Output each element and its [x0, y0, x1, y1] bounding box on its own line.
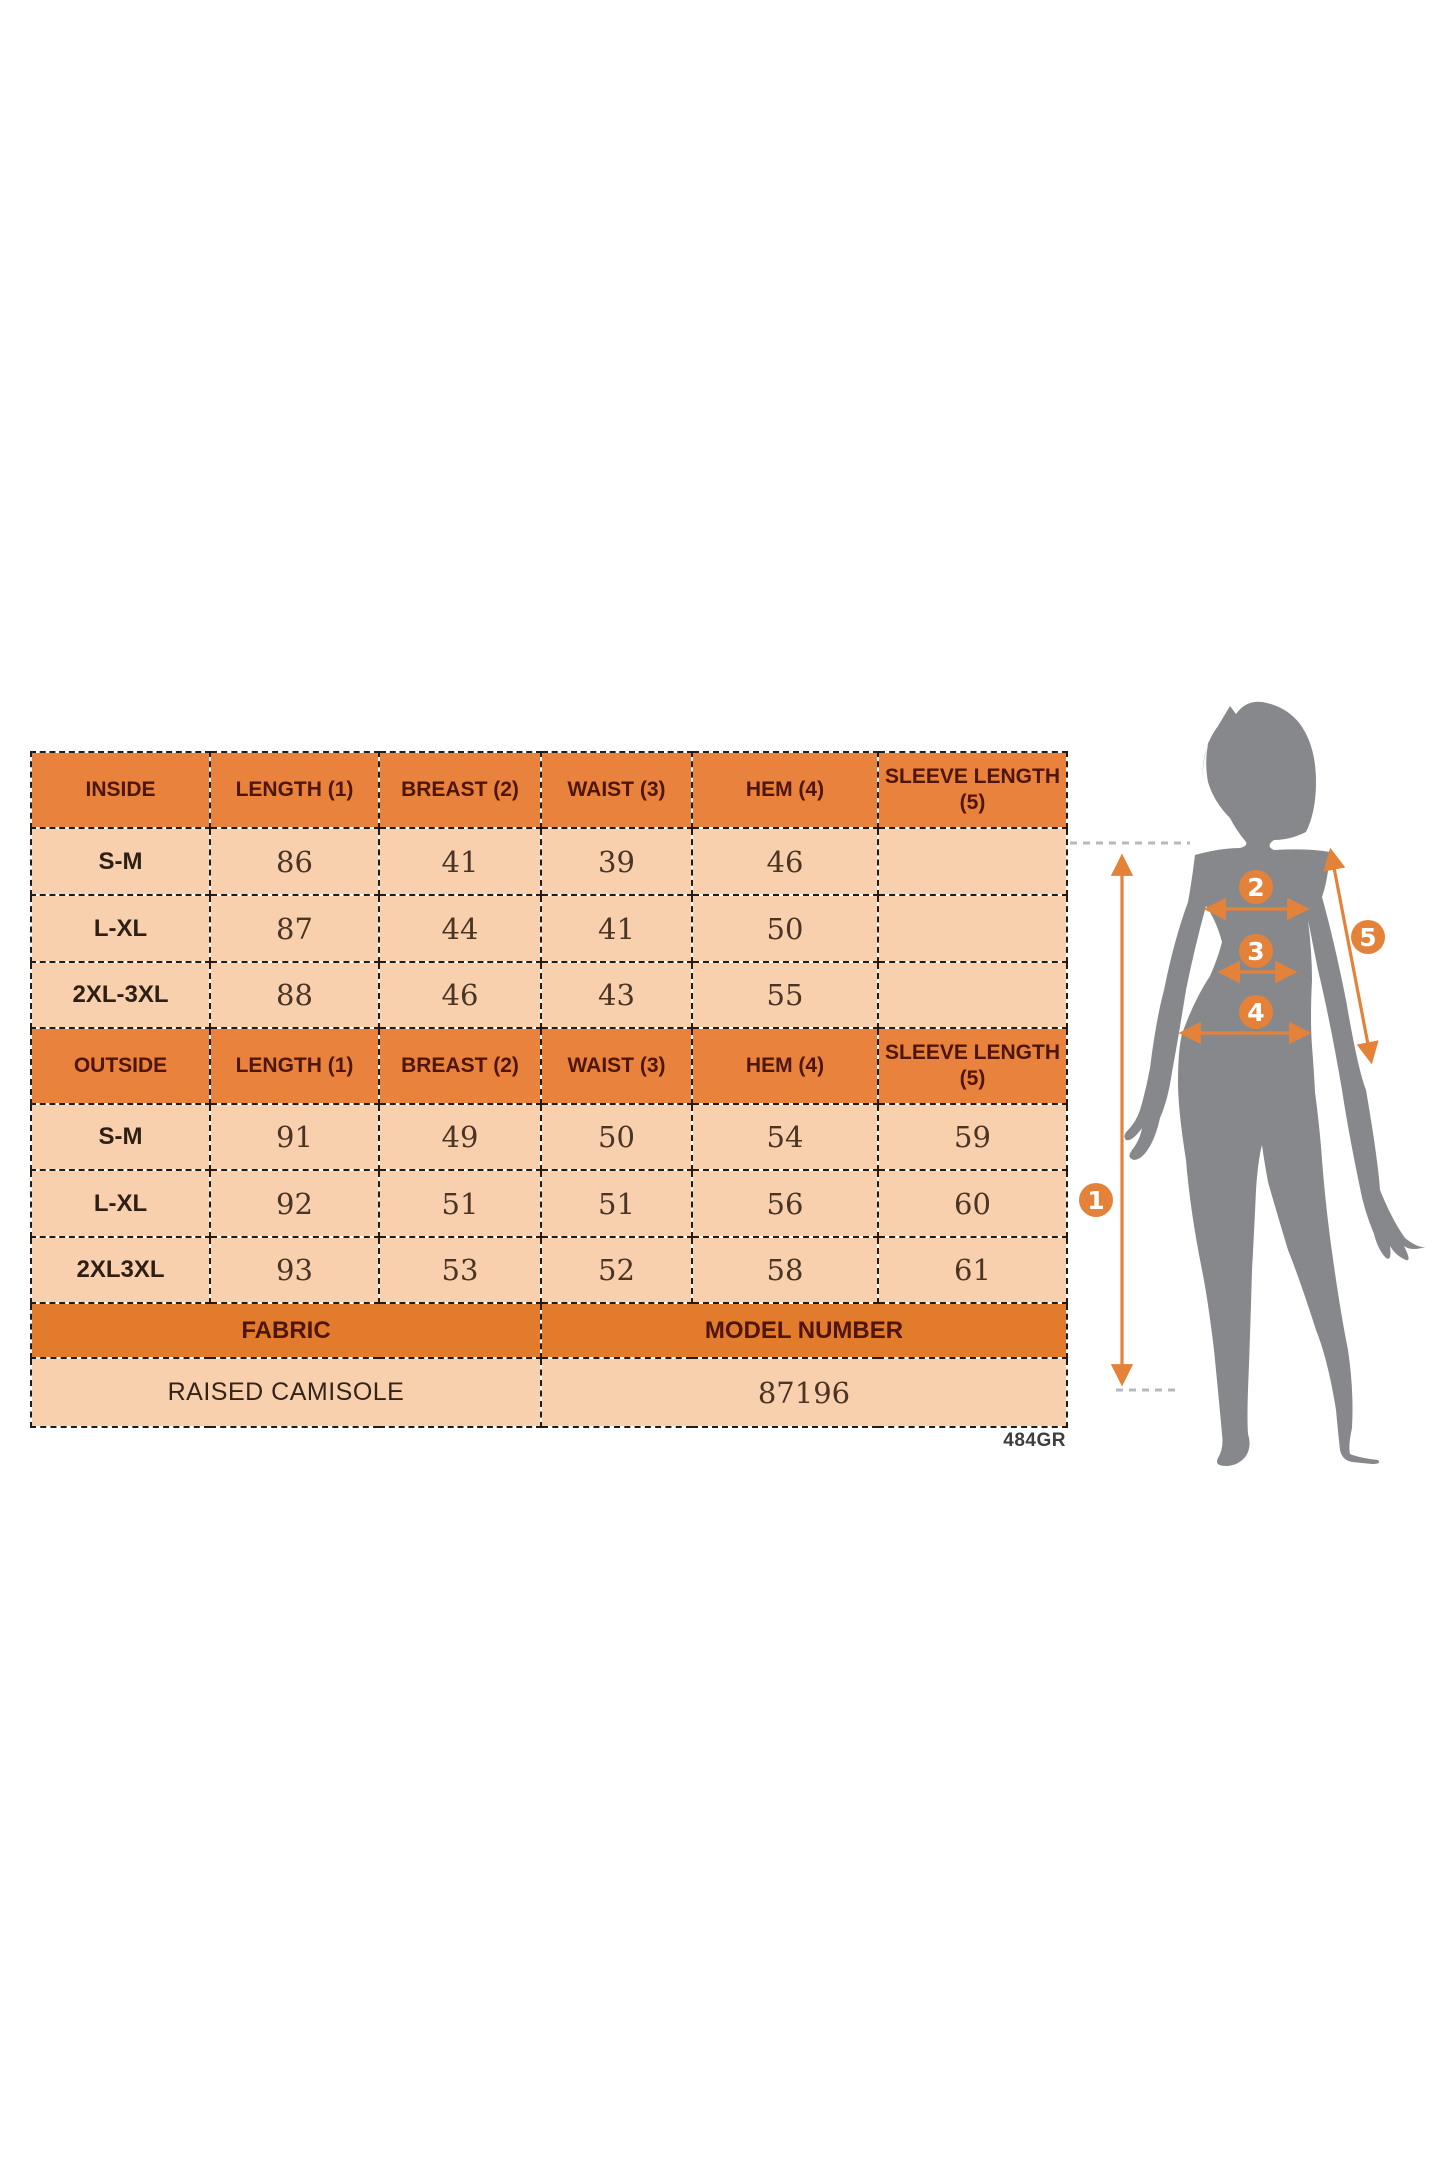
model-number-header: MODEL NUMBER — [541, 1303, 1067, 1358]
badge-1 — [1079, 1183, 1113, 1217]
badge-5-number: 5 — [1359, 923, 1377, 952]
cell: 41 — [379, 828, 541, 895]
cell: 61 — [878, 1237, 1067, 1303]
cell: 46 — [379, 962, 541, 1028]
row-label: 2XL3XL — [31, 1237, 210, 1303]
cell: 41 — [541, 895, 692, 962]
model-number-value: 87196 — [541, 1358, 1067, 1427]
table-row — [31, 895, 1067, 962]
cell: 46 — [692, 828, 878, 895]
col-header-sleeve: SLEEVE LENGTH (5) — [878, 1028, 1067, 1104]
table-row — [31, 962, 1067, 1028]
cell: 86 — [210, 828, 379, 895]
row-label: S-M — [31, 828, 210, 895]
badge-3 — [1239, 934, 1273, 968]
badge-2 — [1239, 870, 1273, 904]
cell: 88 — [210, 962, 379, 1028]
cell: 51 — [379, 1170, 541, 1237]
badge-3-number: 3 — [1247, 937, 1265, 966]
cell: 50 — [692, 895, 878, 962]
cell: 91 — [210, 1104, 379, 1170]
cell: 51 — [541, 1170, 692, 1237]
figure-svg — [1060, 690, 1440, 1490]
col-header-breast: BREAST (2) — [379, 1028, 541, 1104]
col-header-length: LENGTH (1) — [210, 752, 379, 828]
cell — [878, 962, 1067, 1028]
col-header-breast: BREAST (2) — [379, 752, 541, 828]
table-row — [31, 1104, 1067, 1170]
outside-header-row — [31, 1028, 1067, 1104]
section-header-inside: INSIDE — [31, 752, 210, 828]
cell: 93 — [210, 1237, 379, 1303]
measurement-figure — [1060, 690, 1440, 1490]
section-header-outside: OUTSIDE — [31, 1028, 210, 1104]
cell: 92 — [210, 1170, 379, 1237]
size-chart-table — [30, 751, 1066, 1428]
cell: 60 — [878, 1170, 1067, 1237]
cell: 87 — [210, 895, 379, 962]
table-row — [31, 828, 1067, 895]
col-header-hem: HEM (4) — [692, 752, 878, 828]
badge-1-number: 1 — [1087, 1186, 1105, 1215]
cell: 39 — [541, 828, 692, 895]
fabric-value: RAISED CAMISOLE — [31, 1358, 541, 1427]
fabric-header: FABRIC — [31, 1303, 541, 1358]
col-header-sleeve: SLEEVE LENGTH (5) — [878, 752, 1067, 828]
cell: 56 — [692, 1170, 878, 1237]
row-label: L-XL — [31, 895, 210, 962]
cell: 49 — [379, 1104, 541, 1170]
cell: 43 — [541, 962, 692, 1028]
row-label: S-M — [31, 1104, 210, 1170]
badge-2-number: 2 — [1247, 873, 1265, 902]
col-header-waist: WAIST (3) — [541, 1028, 692, 1104]
image-code-label: 484GR — [1003, 1430, 1066, 1451]
cell: 55 — [692, 962, 878, 1028]
cell: 53 — [379, 1237, 541, 1303]
cell: 44 — [379, 895, 541, 962]
fabric-model-value-row — [31, 1358, 1067, 1427]
col-header-length: LENGTH (1) — [210, 1028, 379, 1104]
cell: 50 — [541, 1104, 692, 1170]
cell: 58 — [692, 1237, 878, 1303]
badge-4-number: 4 — [1247, 998, 1265, 1027]
fabric-model-header-row — [31, 1303, 1067, 1358]
badge-5 — [1351, 920, 1385, 954]
cell — [878, 895, 1067, 962]
inside-header-row — [31, 752, 1067, 828]
row-label: L-XL — [31, 1170, 210, 1237]
table-row — [31, 1170, 1067, 1237]
table-row — [31, 1237, 1067, 1303]
badge-4 — [1239, 995, 1273, 1029]
cell: 59 — [878, 1104, 1067, 1170]
cell: 54 — [692, 1104, 878, 1170]
size-table — [30, 751, 1068, 1428]
body-silhouette — [1124, 702, 1428, 1466]
row-label: 2XL-3XL — [31, 962, 210, 1028]
cell: 52 — [541, 1237, 692, 1303]
col-header-waist: WAIST (3) — [541, 752, 692, 828]
cell — [878, 828, 1067, 895]
col-header-hem: HEM (4) — [692, 1028, 878, 1104]
